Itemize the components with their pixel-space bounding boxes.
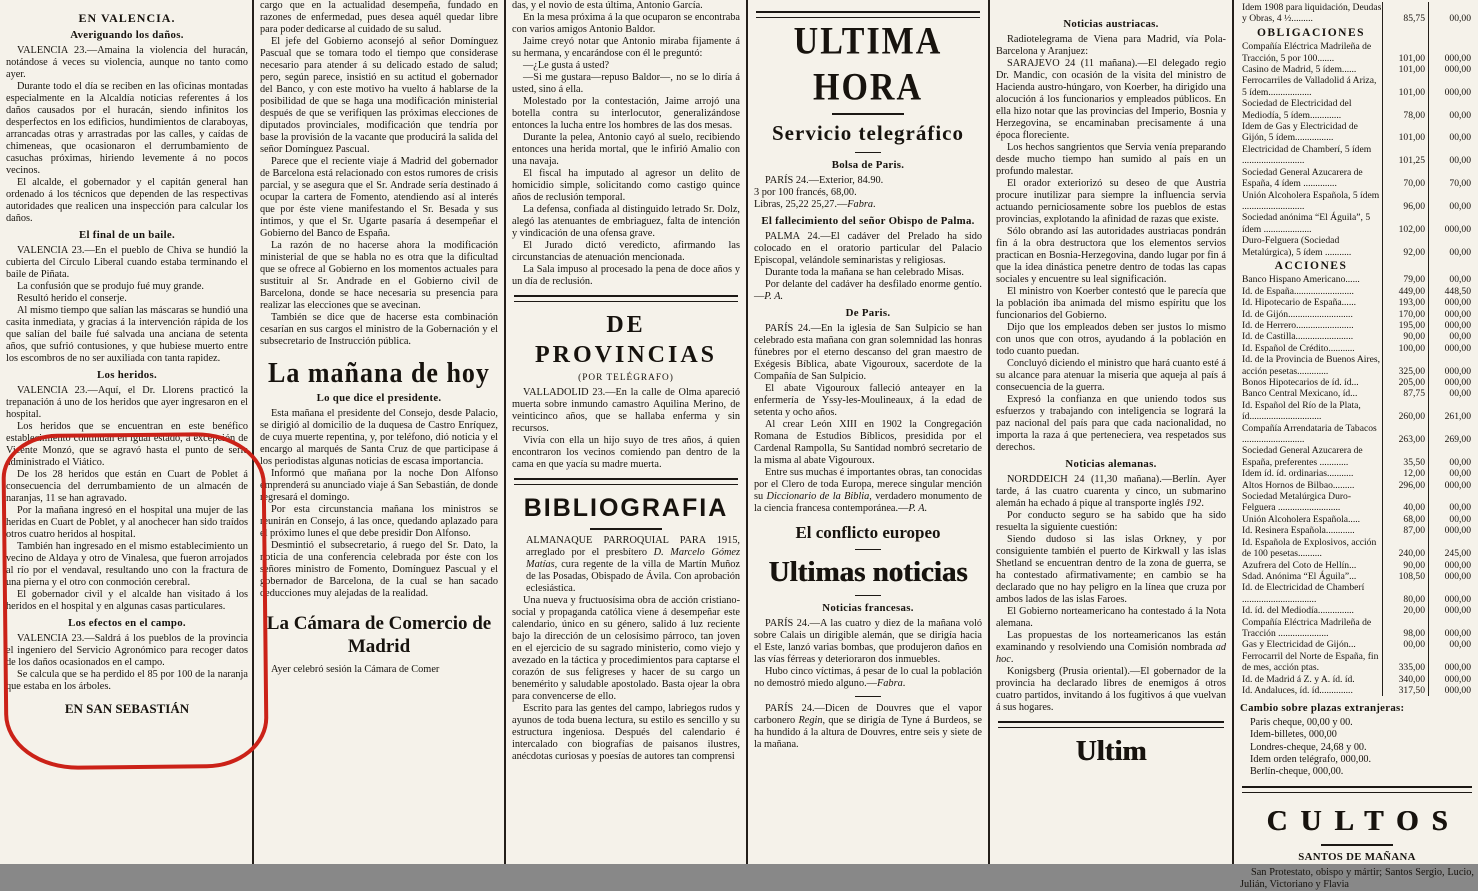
article-paragraph: Sólo obrando así las autoridades austriacas pondrán fin á la obra destructora que los elementos servios practican en Bosnia-Herzegovina, dando lugar por fin á que la idea dinástica penetre dentro de todas las capas sociales y encuentre su leal significación. [996, 226, 1226, 285]
market-value-2: 00,00 [1428, 331, 1474, 342]
headline: Servicio telegráfico [772, 121, 964, 145]
market-value-1: 20,00 [1382, 605, 1428, 616]
market-security-name: Id. de la Provincia de Buenos Aires, acción pesetas............. [1242, 354, 1381, 377]
market-security-name: Gas y Electricidad de Gijón... [1242, 639, 1356, 651]
market-value-2: 000,00 [1428, 525, 1474, 536]
article-paragraph: VALENCIA 23.—Amaina la violencia del huracán, notándose á veces su violencia, aunque no tanto como ayer. [6, 45, 248, 80]
market-row [1240, 639, 1474, 650]
divider-rule [590, 528, 662, 530]
article-paragraph: VALENCIA 23.—En el pueblo de Chiva se hundió la cubierta del Círculo Liberal cuando estaba terminando el baile de Piñata. [6, 245, 248, 280]
market-value-1: 195,00 [1382, 320, 1428, 331]
market-security-name: Sociedad de Electricidad del Mediodía, 5 ídem............. [1242, 98, 1352, 121]
divider-rule [1321, 844, 1393, 846]
market-row [1240, 167, 1474, 190]
market-value-1: 263,00 [1382, 423, 1428, 446]
market-value-1: 317,50 [1382, 685, 1428, 696]
article-paragraph: Entre sus muchas é importantes obras, tan conocidas por el Clero de toda Europa, merece singular mención su Diccionario de la Biblia, verdadero monumento de la ciencia francesa contemporánea.—P. A. [754, 467, 982, 514]
market-security-name: Sociedad Metalúrgica Duro-Felguera .......................... [1242, 491, 1352, 514]
section-heading: Los efectos en el campo. [68, 617, 186, 629]
market-value-2: 261,00 [1428, 400, 1474, 423]
market-value-2: 00,00 [1428, 514, 1474, 525]
article-paragraph: Los hechos sangrientos que Servia venía preparando desde mucho tiempo han sumido al país en un profundo malestar. [996, 142, 1226, 177]
market-security-name: Ferrocarril del Norte de España, fin de mes, acción ptas. [1242, 650, 1379, 674]
article-paragraph: PARÍS 24.—En la iglesia de San Sulpicio se han celebrado esta mañana con gran solemnidad las honras fúnebres por el eterno descanso del gran maestro de Exégesis Bíblica, abate Vigouroux, sacerdote de la Compañía de San Sulpicio. [754, 323, 982, 382]
article-paragraph: El ministro von Koerber contestó que le parecía que la población iba animada del mismo espíritu que los funcionarios del Gobierno. [996, 286, 1226, 321]
market-row [1240, 491, 1474, 514]
headline: La Cámara de Comercio de Madrid [266, 613, 492, 657]
market-row [1240, 560, 1474, 571]
headline: La mañana de hoy [268, 356, 490, 389]
article-paragraph: Las propuestas de los norteamericanos las están examinando y resolviendo una Comisión nombrada ad hoc. [996, 630, 1226, 665]
market-value-1: 102,00 [1382, 212, 1428, 235]
market-value-2: 000,00 [1428, 354, 1474, 377]
article-paragraph: cargo que en la actualidad desempeña, fundado en razones de enfermedad, pues desea aquél quedar libre para poder dedicarse al cuidado de su salud. [260, 0, 498, 35]
divider-rule [1242, 786, 1472, 793]
market-value-2: 000,00 [1428, 582, 1474, 605]
market-value-1: 108,50 [1382, 571, 1428, 582]
market-security-name: Unión Alcoholera Española..... [1242, 513, 1361, 525]
article-paragraph: VALENCIA 23.—Aquí, el Dr. Llorens practicó la trepanación á uno de los heridos que ayer ingresaron en el hospital. [6, 385, 248, 420]
article-paragraph: PARÍS 24.—Exterior, 84.90. [765, 175, 884, 186]
market-value-cell [1428, 25, 1474, 41]
section-heading: Los heridos. [97, 369, 157, 381]
divider-rule [756, 11, 980, 18]
exchange-line: Paris cheque, 00,00 y 00. [1250, 716, 1353, 728]
article-paragraph: Radiotelegrama de Viena para Madrid, vía Pola-Barcelona y Aranjuez: [996, 34, 1226, 57]
article-paragraph: das, y el novio de esta última, Antonio García. [512, 0, 703, 11]
section-heading: (POR TELÉGRAFO) [578, 373, 674, 383]
article-paragraph: También han ingresado en el mismo establecimiento un vecino de Aldaya y otro de Vinalesa, que fueron arrojados al río por el vendaval, resultando uno con la fractura de una pierna y el otro con conmoción cerebral. [6, 541, 248, 588]
article-paragraph: —¿Le gusta á usted? [523, 60, 610, 71]
article-paragraph: Escrito para las gentes del campo, labriegos rudos y ayunos de toda buena lectura, su estilo es sencillo y su estructura ingeniosa. Después del calendario é intercalado con biografías de paisanos ilustres, anécdotas curiosas y poesías de autores tan comprensi [512, 703, 740, 762]
market-value-1: 87,00 [1382, 525, 1428, 536]
market-security-name: Idem de Gas y Electricidad de Gijón, 5 ídem................ [1242, 121, 1358, 144]
article-paragraph: Dijo que los empleados deben ser justos lo mismo con unos que con otros, ayudando á la población en todo cuanto puedan. [996, 322, 1226, 357]
market-row [1240, 75, 1474, 98]
market-value-1: 325,00 [1382, 354, 1428, 377]
article-paragraph: En la mesa próxima á la que ocuparon se encontraba con varios amigos Antonio Baldor. [512, 12, 740, 35]
divider-rule [514, 478, 738, 485]
exchange-line: Idem-billetes, 000,00 [1250, 729, 1337, 741]
market-security-name: Altos Hornos de Bilbao......... [1242, 479, 1355, 491]
market-value-1: 70,00 [1382, 167, 1428, 190]
market-value-2: 269,00 [1428, 423, 1474, 446]
market-security-name: Compañía Arrendataria de Tabacos .......................... [1242, 422, 1377, 446]
market-value-1: 80,00 [1382, 582, 1428, 605]
headline: BIBLIOGRAFIA [523, 494, 729, 522]
market-value-2: 000,00 [1428, 343, 1474, 354]
market-section-row [1240, 258, 1474, 274]
market-security-name: Id. Española de Explosivos, acción de 100 pesetas.......... [1242, 536, 1377, 560]
market-value-2: 00,00 [1428, 468, 1474, 479]
article-paragraph: SARAJEVO 24 (11 mañana).—El delegado regio Dr. Mandic, con ocasión de la visita del ministro de Hacienda austro-húngaro, von Koerber, ha dirigido una alocución á los funcionarios y empleados públicos. En ella hizo notar que las provincias del Imperio, Bosnia y Herzegovina, se encaminaban precisamente á una época floreciente. [996, 58, 1226, 141]
market-value-1: 193,00 [1382, 297, 1428, 308]
article-paragraph: NORDDEICH 24 (11,30 mañana).—Berlín. Ayer tarde, á las cuatro cuarenta y cinco, un submarino alemán ha echado á pique al transporte inglés 192. [996, 474, 1226, 509]
exchange-line: Londres-cheque, 24,68 y 00. [1250, 741, 1367, 753]
market-security-name: Sociedad General Azucarera de España, preferentes ............ [1242, 445, 1363, 468]
market-value-1: 12,00 [1382, 468, 1428, 479]
article-paragraph: PALMA 24.—El cadáver del Prelado ha sido colocado en el oratorio particular del Palacio Episcopal, velándole seminaristas y religiosas. [754, 231, 982, 266]
market-value-2: 000,00 [1428, 674, 1474, 685]
section-heading: Lo que dice el presidente. [316, 392, 442, 404]
market-security-name: Id. de Gijón........................... [1242, 308, 1353, 320]
market-value-1: 101,00 [1382, 121, 1428, 144]
article-paragraph: La Sala impuso al procesado la pena de doce años y un día de reclusión. [512, 264, 740, 287]
article-paragraph: Una nueva y fructuosísima obra de acción cristiano-social y propaganda católica viene á desempeñar este calendario, único en su género, salido á luz reciente bajo la dirección de un celosísimo párroco, tan joven en el ejercicio de su sagrado ministerio, como viejo y avezado en la táctica y procedimientos para captarse el corazón de sus feligreses y hacer de su cargo un benemérito y saludable apostolado. Basta ojear la obra para convencerse de ello. [512, 595, 740, 702]
article-paragraph: Los heridos que se encuentran en este benéfico establecimiento continúan en igual estado, á excepción de Vicente Monzó, que se agravó hasta el punto de serle administrado el Viático. [6, 421, 248, 468]
article-paragraph: Ayer celebró sesión la Cámara de Comer [271, 664, 440, 675]
article-paragraph: Libras, 25,22 25,27.—Fabra. [754, 199, 876, 210]
article-paragraph: Por la mañana ingresó en el hospital una mujer de las heridas en Cuart de Poblet, y al anochecer han sido traídos otros cuatro heridos al hospital. [6, 505, 248, 540]
market-value-1: 90,00 [1382, 331, 1428, 342]
market-security-name: Compañía Eléctrica Madrileña de Tracción ..................... [1242, 616, 1372, 639]
headline: Ultim [1075, 735, 1147, 767]
market-row [1240, 331, 1474, 342]
market-value-1: 170,00 [1382, 309, 1428, 320]
divider-rule [855, 696, 881, 697]
market-value-1: 96,00 [1382, 190, 1428, 213]
market-row [1240, 354, 1474, 377]
section-heading: SANTOS DE MAÑANA [1298, 850, 1416, 863]
article-paragraph: El alcalde, el gobernador y el capitán general han ordenado á los técnicos que dependen de las respectivas autoridades que realicen una inspección para calcular los daños. [6, 177, 248, 224]
column-rule-1 [252, 0, 254, 864]
section-heading: De Paris. [845, 307, 891, 319]
market-security-name: Electricidad de Chamberí, 5 ídem .......................... [1242, 143, 1372, 167]
market-value-1: 340,00 [1382, 674, 1428, 685]
market-row [1240, 121, 1474, 144]
headline: CULTOS [1266, 804, 1461, 837]
section-heading: Noticias austriacas. [1063, 18, 1159, 30]
market-value-1: 78,00 [1382, 98, 1428, 121]
market-security-name: Azufrera del Coto de Hellín... [1242, 559, 1357, 571]
market-value-2: 000,00 [1428, 41, 1474, 64]
market-value-2: 000,00 [1428, 560, 1474, 571]
market-row [1240, 514, 1474, 525]
market-security-name: Id. de Madrid á Z. y A. íd. íd. [1242, 673, 1355, 685]
market-security-name: Id. de Electricidad de Chamberí ............................... [1242, 582, 1365, 605]
market-security-name: Banco Central Mexicano, íd... [1242, 388, 1358, 400]
column-noticias-guerra [996, 0, 1226, 878]
market-value-2: 000,00 [1428, 480, 1474, 491]
market-value-cell [1382, 258, 1428, 274]
column-bolsa-cultos [1240, 0, 1474, 890]
column-politics-manana-de-hoy [260, 0, 498, 864]
divider-rule [855, 595, 881, 596]
market-row [1240, 388, 1474, 399]
market-security-name: Id. Andaluces, íd. íd.............. [1242, 684, 1353, 696]
market-row [1240, 320, 1474, 331]
market-value-2: 00,00 [1428, 235, 1474, 258]
market-value-2: 00,00 [1428, 144, 1474, 167]
market-row [1240, 274, 1474, 285]
market-row [1240, 190, 1474, 213]
article-paragraph: Durante toda la mañana se han celebrado Misas. [765, 267, 964, 278]
article-paragraph: Se calcula que se ha perdido el 85 por 100 de la naranja que estaba en los árboles. [6, 669, 248, 692]
market-row [1240, 377, 1474, 388]
market-value-1: 101,00 [1382, 75, 1428, 98]
market-security-name: Id. Español del Río de la Plata, íd.............................. [1242, 399, 1361, 423]
market-value-2: 00,00 [1428, 190, 1474, 213]
market-value-1: 205,00 [1382, 377, 1428, 388]
article-paragraph: El abate Vigouroux falleció anteayer en la enfermería de Yssy-les-Moulineaux, á la edad de setenta y ocho años. [754, 383, 982, 418]
market-row [1240, 423, 1474, 446]
market-row [1240, 617, 1474, 640]
article-paragraph: El jefe del Gobierno aconsejó al señor Domínguez Pascual que se tomara todo el tiempo que considerase necesario para atender á su delicado estado de salud; pero, según parece, insistió en su actitud el gobernador del Banco, y con este motivo ha vuelto á hablarse de la posibilidad de que se haga una modificación ministerial después de que se verifiquen las próximas elecciones de diputados provinciales, modificación que tendría por base la provisión de la vacante que producirá la salida del señor Domínguez Pascual. [260, 36, 498, 155]
column-rule-5 [1232, 0, 1234, 864]
market-row [1240, 400, 1474, 423]
column-valencia-news [6, 0, 248, 872]
headline: DE PROVINCIAS [534, 312, 717, 368]
article-paragraph: Hubo cinco víctimas, á pesar de lo cual la población no demostró miedo alguno.—Fabra. [754, 666, 982, 689]
market-row [1240, 537, 1474, 560]
market-value-2: 000,00 [1428, 64, 1474, 75]
market-row [1240, 605, 1474, 616]
article-paragraph: Por delante del cadáver ha desfilado enorme gentío.—P. A. [754, 279, 982, 302]
exchange-heading: Cambio sobre plazas extranjeras: [1240, 702, 1405, 715]
market-row [1240, 2, 1474, 25]
market-value-1: 35,50 [1382, 445, 1428, 468]
market-value-2: 00,00 [1428, 388, 1474, 399]
market-value-1: 85,75 [1382, 2, 1428, 25]
article-paragraph: También se dice que de hacerse esta combinación cesarían en sus cargos el ministro de la Gobernación y el subsecretario de Instrucción pública. [260, 312, 498, 347]
market-value-1: 296,00 [1382, 480, 1428, 491]
article-paragraph: Durante la pelea, Antonio cayó al suelo, recibiendo entonces una herida mortal, que le infirió Amalio con una navaja. [512, 132, 740, 167]
column-rule-3 [746, 0, 748, 864]
market-value-2: 000,00 [1428, 212, 1474, 235]
section-heading: Noticias alemanas. [1065, 458, 1157, 470]
market-security-name: Idem íd. íd. ordinarias........... [1242, 468, 1354, 480]
article-paragraph: Al crear León XIII en 1902 la Congregación Romana de Estudios Bíblicos, presidida por el Cardenal Rampolla, Su Santidad nombró secretario de la misma al abate Vigouroux. [754, 419, 982, 466]
market-value-1: 100,00 [1382, 343, 1428, 354]
market-row [1240, 98, 1474, 121]
market-value-1: 00,00 [1382, 639, 1428, 650]
market-value-cell [1428, 258, 1474, 274]
article-paragraph: Expresó la confianza en que uniendo todos sus esfuerzos y trabajando con inteligencia se logrará la paz nacional del país para que cada nacionalidad, no importa la raza á que perteneciera, vea respetados sus derechos. [996, 394, 1226, 453]
exchange-line: Berlín-cheque, 000,00. [1250, 766, 1344, 778]
market-value-1: 98,00 [1382, 617, 1428, 640]
market-row [1240, 582, 1474, 605]
market-row [1240, 445, 1474, 468]
market-security-name: Id. Hipotecario de España...... [1242, 297, 1357, 309]
market-value-1: 101,00 [1382, 41, 1428, 64]
article-paragraph: El gobernador civil y el alcalde han visitado á los heridos en el hospital y en algunas casas particulares. [6, 589, 248, 612]
market-row [1240, 525, 1474, 536]
market-row [1240, 468, 1474, 479]
market-value-2: 000,00 [1428, 571, 1474, 582]
article-paragraph: VALENCIA 23.—Saldrá á los pueblos de la provincia el ingeniero del Servicio Agronómico para recoger datos de los daños ocasionados en el campo. [6, 633, 248, 668]
market-security-name: Banco Hispano Americano...... [1242, 274, 1360, 286]
column-rule-2 [504, 0, 506, 864]
market-row [1240, 651, 1474, 674]
article-paragraph: Por esta circunstancia mañana los ministros se reunirán en Consejo, á las once, quedando aplazado para el próximo lunes el que debe presidir Don Alfonso. [260, 504, 498, 539]
article-paragraph: 3 por 100 francés, 68,00. [754, 187, 857, 198]
article-paragraph: Concluyó diciendo el ministro que hará cuanto esté á su alcance para atenuar la miseria que aqueja al país á consecuencia de la guerra. [996, 358, 1226, 393]
article-paragraph: Siendo dudoso si las islas Orkney, y por consiguiente también el puerto de Kirkwall y las islas Shetland se encuentran dentro de la zona de guerra, se ha contestado afirmativamente; en cambio se ha declarado que no hay peligro en la línea que cruza por ambos lados de las islas Faroes. [996, 534, 1226, 605]
market-value-1: 79,00 [1382, 274, 1428, 285]
section-heading: El final de un baile. [79, 229, 175, 241]
market-security-name: Sociedad General Azucarera de España, 4 ídem .............. [1242, 166, 1363, 190]
market-row [1240, 297, 1474, 308]
market-value-2: 000,00 [1428, 617, 1474, 640]
article-paragraph: Al mismo tiempo que salían las máscaras se hundió una casita inmediata, y gracias á la intervención rápida de los que salían del baile fué salvada una anciana de setenta años, que sufrió contusiones, y que hubiese muerto entre los escombros de no ser auxiliada con tanta rapidez. [6, 305, 248, 364]
column-ultima-hora [754, 0, 982, 868]
market-security-name: Id. íd. del Mediodía............... [1242, 605, 1354, 617]
divider-rule [514, 295, 738, 302]
market-security-name: Id. Español de Crédito........... [1242, 342, 1355, 354]
market-value-1: 92,00 [1382, 235, 1428, 258]
headline: ULTIMA HORA [793, 20, 943, 109]
article-paragraph: El orador exteriorizó su deseo de que Austria procure inutilizar para siempre la influencia servia actuando perniciosamente sobre los pueblos de estas provincias, explotando la afinidad de razas que existe. [996, 178, 1226, 225]
market-security-name: Bonos Hipotecarios de íd. íd... [1242, 377, 1359, 388]
divider-rule [855, 549, 881, 550]
section-heading: EN VALENCIA. [78, 11, 176, 25]
article-paragraph: De los 28 heridos que están en Cuart de Poblet á consecuencia del derrumbamiento de un almacén de naranjas, 11 se han agravado. [6, 469, 248, 504]
market-security-name: Ferrocarriles de Valladolid á Ariza, 5 ídem.................. [1242, 75, 1377, 98]
divider-rule [832, 113, 904, 115]
market-value-1: 87,75 [1382, 388, 1428, 399]
article-paragraph: PARÍS 24.—A las cuatro y diez de la mañana voló sobre Calais un dirigible alemán, que se dirigía hacia el Este, lanzó varias bombas, que produjeron daños en las vías férreas y deterioraron dos inmuebles. [754, 618, 982, 665]
market-value-2: 245,00 [1428, 537, 1474, 560]
market-value-1: 101,00 [1382, 64, 1428, 75]
market-section-heading: ACCIONES [1274, 259, 1348, 272]
article-paragraph: Por conducto seguro se ha sabido que ha sido resuelta la siguiente cuestión: [996, 510, 1226, 533]
section-heading: Averiguando los daños. [70, 29, 184, 41]
exchange-line: Idem orden telégrafo, 000,00. [1250, 754, 1372, 765]
article-paragraph: —Si me gustara—repuso Baldor—, no se lo diría á usted, sino á ella. [512, 72, 740, 95]
market-security-name: Id. de España......................... [1242, 285, 1354, 297]
article-paragraph: La confusión que se produjo fué muy grande. [17, 281, 205, 292]
market-value-2: 00,00 [1428, 2, 1474, 25]
market-security-name: Sociedad anónima “El Águila”, 5 ídem .................... [1242, 212, 1371, 235]
market-value-1: 240,00 [1382, 537, 1428, 560]
market-value-2: 00,00 [1428, 121, 1474, 144]
market-security-name: Idem 1908 para liquidación, Deudas y Obras, 4 ½......... [1242, 2, 1382, 25]
article-paragraph: Esta mañana el presidente del Consejo, desde Palacio, se dirigió al domicilio de la duquesa de Castro Enríquez, de cuya muerte repentina, y, por teléfono, dió noticia y el encargo al marqués de Santa Cruz de que participase á los periodistas algunas noticias de escasa importancia. [260, 408, 498, 467]
article-paragraph: Jaime creyó notar que Antonio miraba fijamente á su hermana, y encarándose con él le preguntó: [512, 36, 740, 59]
market-security-name: Duro-Felguera (Sociedad Metalúrgica), 5 ídem ........... [1242, 235, 1352, 258]
section-heading: El fallecimiento del señor Obispo de Palma. [761, 215, 975, 227]
market-security-name: Sdad. Anónima “El Águila”... [1242, 570, 1357, 582]
market-value-2: 00,00 [1428, 98, 1474, 121]
section-heading: Noticias francesas. [822, 602, 914, 614]
market-section-row [1240, 25, 1474, 41]
market-row [1240, 64, 1474, 75]
market-value-2: 00,00 [1428, 274, 1474, 285]
article-paragraph: San Protestato, obispo y mártir; Santos Sergio, Lucio, Julián, Victoriano y Flavia [1240, 866, 1474, 890]
market-security-name: Id. de Castilla........................ [1242, 331, 1354, 343]
market-row [1240, 212, 1474, 235]
market-security-name: Casino de Madrid, 5 ídem...... [1242, 64, 1357, 76]
market-value-2: 000,00 [1428, 309, 1474, 320]
market-value-1: 90,00 [1382, 560, 1428, 571]
column-provincias-bibliografia [512, 0, 740, 864]
market-row [1240, 309, 1474, 320]
market-section-heading: OBLIGACIONES [1256, 26, 1366, 39]
headline: El conflicto europeo [795, 523, 941, 542]
market-value-2: 000,00 [1428, 651, 1474, 674]
article-paragraph: Durante todo el día se reciben en las oficinas montadas especialmente en la Alcaldía noticias referentes á los daños causados por el huracán, siendo infinitos los desperfectos en los edificios, hundimientos de claraboyas, arrancadas otras y arrastradas por las calles, y caídas de chimeneas, que ocasionaron el derrumbamiento de casuchas próximas, hiriendo levemente á no pocos vecinos. [6, 81, 248, 176]
market-security-name: Id. Resinera Española............ [1242, 525, 1355, 537]
market-row [1240, 286, 1474, 297]
article-paragraph: El Gobierno norteamericano ha contestado á la Nota alemana. [996, 606, 1226, 629]
divider-rule [855, 152, 881, 153]
article-paragraph: El Jurado dictó veredicto, afirmando las circunstancias de atenuación mencionada. [512, 240, 740, 263]
article-paragraph: ALMANAQUE PARROQUIAL PARA 1915, arreglado por el presbítero D. Marcelo Gómez Matías, cura regente de la villa de Martín Muñoz de las Posadas, Obispado de Ávila. Con aprobación eclesiástica. [526, 535, 740, 594]
market-value-cell [1382, 25, 1428, 41]
article-paragraph: Konigsberg (Prusia oriental).—El gobernador de la provincia ha declarado libres de enemigos á otros cuatro partidos, invitando á los fugitivos á que vuelvan á sus hogares. [996, 666, 1226, 713]
article-paragraph: Molestado por la contestación, Jaime arrojó una botella contra su interlocutor, generalizándose entonces la lucha entre los hombres de las dos mesas. [512, 96, 740, 131]
market-row [1240, 480, 1474, 491]
market-row [1240, 343, 1474, 354]
market-value-2: 000,00 [1428, 75, 1474, 98]
divider-rule [998, 721, 1224, 728]
market-security-name: Unión Alcoholera Española, 5 ídem .......................... [1242, 189, 1380, 212]
market-value-1: 449,00 [1382, 286, 1428, 297]
market-value-2: 000,00 [1428, 685, 1474, 696]
market-value-2: 000,00 [1428, 605, 1474, 616]
market-value-2: 000,00 [1428, 297, 1474, 308]
market-value-2: 00,00 [1428, 639, 1474, 650]
market-row [1240, 685, 1474, 696]
headline: Ultimas noticias [768, 556, 968, 588]
market-security-name: Id. de Herrero........................ [1242, 319, 1354, 331]
market-row [1240, 674, 1474, 685]
market-value-1: 335,00 [1382, 651, 1428, 674]
article-paragraph: PARÍS 24.—Dicen de Douvres que el vapor carbonero Regin, que se dirigía de Tyne á Burdeos, se ha hundido á la altura de Douvres, entre seis y siete de la mañana. [754, 703, 982, 750]
market-value-2: 00,00 [1428, 445, 1474, 468]
article-paragraph: Informó que mañana por la noche Don Alfonso emprenderá su anunciado viaje á San Sebastián, de donde regresará el domingo. [260, 468, 498, 503]
article-paragraph: Resultó herido el conserje. [17, 293, 127, 304]
market-security-name: Compañía Eléctrica Madrileña de Tracción, 5 por 100....... [1242, 41, 1372, 64]
article-paragraph: Vivía con ella un hijo suyo de tres años, á quien encontraron los vecinos comiendo pan dentro de la cama en que yacía su madre muerta. [512, 435, 740, 470]
market-row [1240, 571, 1474, 582]
article-paragraph: El fiscal ha imputado al agresor un delito de homicidio simple, solicitando como castigo quince años de reclusión temporal. [512, 168, 740, 203]
market-value-1: 68,00 [1382, 514, 1428, 525]
market-value-2: 000,00 [1428, 377, 1474, 388]
article-paragraph: La razón de no hacerse ahora la modificación ministerial de que se habla no es otra que la dificultad que se ofrece al Gobierno en los momentos actuales para sustituir al Sr. Andrade en el Gobierno civil de Barcelona, donde se hace necesaria su presencia para realizar las elecciones que se avecinan. [260, 240, 498, 311]
market-row [1240, 41, 1474, 64]
market-value-1: 40,00 [1382, 491, 1428, 514]
article-paragraph: Parece que el reciente viaje á Madrid del gobernador de Barcelona está relacionado con estos rumores de crisis parcial, y se asegura que el Sr. Andrade sería destinado á ocupar la cartera de Fomento, atendiendo así al interés que por éste viene manifestando el Sr. Besada y sus íntimos, y que el Sr. Ugarte pasaría á desempeñar el Gobierno del Banco de España. [260, 156, 498, 239]
market-value-2: 000,00 [1428, 320, 1474, 331]
market-value-2: 70,00 [1428, 167, 1474, 190]
market-value-2: 00,00 [1428, 491, 1474, 514]
article-paragraph: La defensa, confiada al distinguido letrado Sr. Dolz, alegó las atenuantes de embriaguez, falta de intención y vindicación de una ofensa grave. [512, 204, 740, 239]
article-paragraph: VALLADOLID 23.—En la calle de Olma apareció muerta sobre inmundo camastro Aquilina Merino, de veinticinco años, que se hallaba enferma y sin recursos. [512, 387, 740, 434]
market-row [1240, 144, 1474, 167]
market-row [1240, 235, 1474, 258]
section-heading: Bolsa de Paris. [831, 159, 905, 171]
market-value-1: 260,00 [1382, 400, 1428, 423]
headline: EN SAN SEBASTIÁN [64, 701, 190, 716]
article-paragraph: Desmintió el subsecretario, á ruego del Sr. Dato, la noticia de una conferencia celebrada por éste con los señores ministro de Fomento, Domínguez Pascual y el gobernador de Barcelona, de la cual se han sacado deducciones muy alejadas de la realidad. [260, 540, 498, 599]
market-value-1: 101,25 [1382, 144, 1428, 167]
market-value-2: 448,50 [1428, 286, 1474, 297]
column-rule-4 [988, 0, 990, 864]
